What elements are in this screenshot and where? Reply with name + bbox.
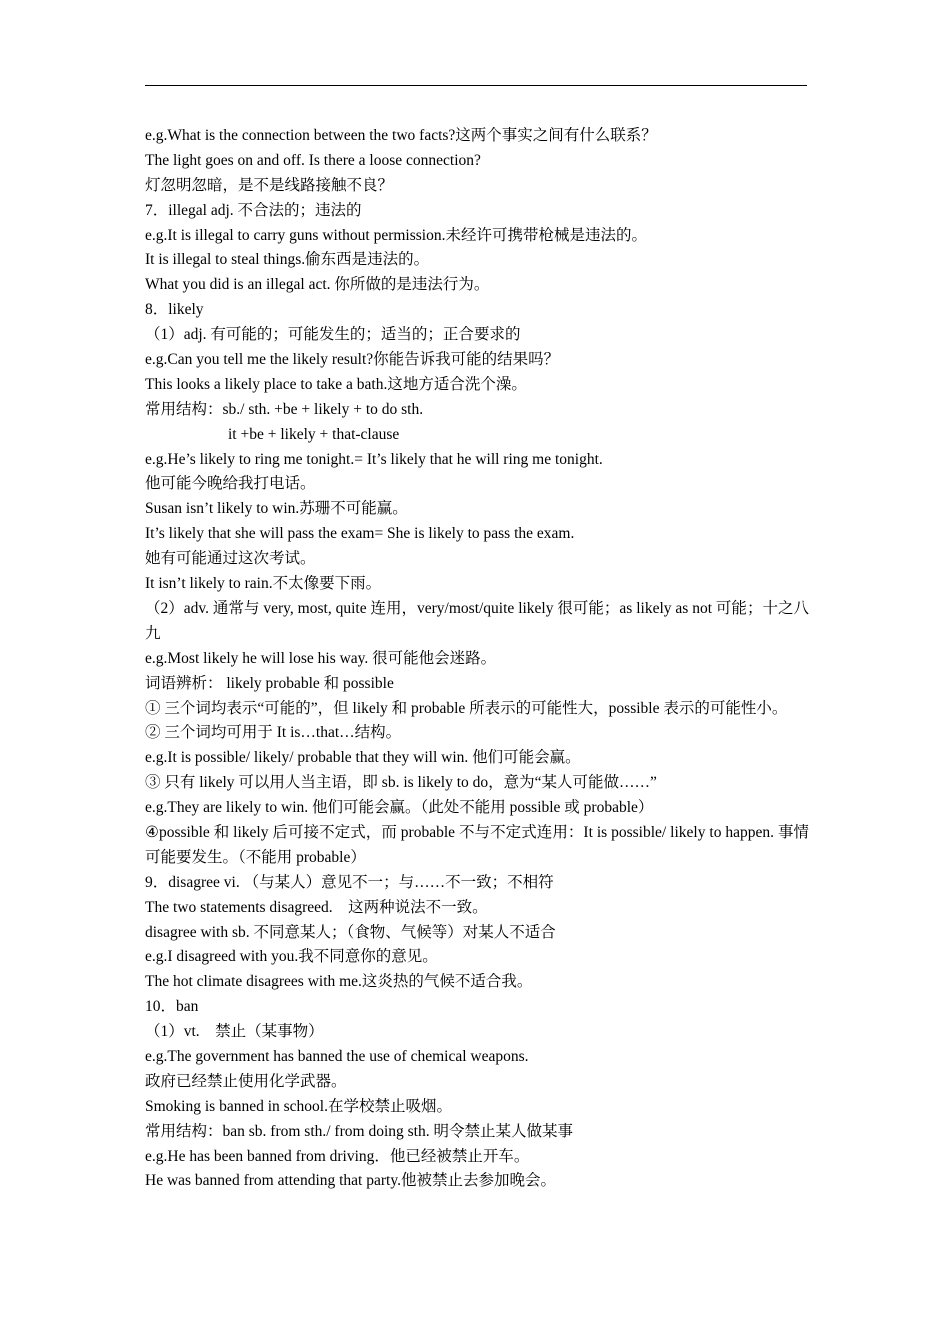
text-line: 灯忽明忽暗，是不是线路接触不良？ <box>145 176 394 194</box>
text-line: e.g.It is possible/ likely/ probable that they will win. 他们可能会赢。 <box>145 749 581 767</box>
text-line: e.g.Most likely he will lose his way. 很可能他会迷路。 <box>145 649 497 667</box>
text-line: （1）vt. 禁止（某事物） <box>145 1023 324 1041</box>
text-line: 常用结构：ban sb. from sth./ from doing sth. 明令禁止某人做某事 <box>145 1122 573 1140</box>
text-line: it +be + likely + that-clause <box>228 425 400 443</box>
text-line: Susan isn’t likely to win.苏珊不可能赢。 <box>145 500 408 518</box>
text-line: ③ 只有 likely 可以用人当主语，即 sb. is likely to do，意为“某人可能做……” <box>145 774 657 792</box>
text-line: disagree with sb. 不同意某人；（食物、气候等）对某人不适合 <box>145 923 556 941</box>
text-line: He was banned from attending that party.他被禁止去参加晚会。 <box>145 1172 556 1190</box>
text-line: 7．illegal adj. 不合法的；违法的 <box>145 201 362 219</box>
text-line: 他可能今晚给我打电话。 <box>145 475 316 493</box>
header-rule <box>145 85 807 86</box>
text-line: e.g.It is illegal to carry guns without permission.未经许可携带枪械是违法的。 <box>145 226 647 244</box>
text-line: e.g.Can you tell me the likely result?你能告诉我可能的结果吗？ <box>145 351 560 369</box>
document-body <box>145 124 809 1194</box>
text-line: e.g.I disagreed with you.我不同意你的意见。 <box>145 948 438 966</box>
text-line: 10．ban <box>145 998 199 1016</box>
text-line: The two statements disagreed. 这两种说法不一致。 <box>145 898 488 916</box>
text-line: （1）adj. 有可能的；可能发生的；适当的；正合要求的 <box>145 326 521 344</box>
text-line: The hot climate disagrees with me.这炎热的气候不适合我。 <box>145 973 533 991</box>
text-line: 政府已经禁止使用化学武器。 <box>145 1072 347 1090</box>
text-line: It isn’t likely to rain.不太像要下雨。 <box>145 575 382 593</box>
text-line: It is illegal to steal things.偷东西是违法的。 <box>145 251 430 269</box>
text-line: The light goes on and off. Is there a loose connection? <box>145 151 481 169</box>
text-line: It’s likely that she will pass the exam= She is likely to pass the exam. <box>145 525 575 543</box>
text-line: This looks a likely place to take a bath.这地方适合洗个澡。 <box>145 375 527 393</box>
text-line: 9．disagree vi. （与某人）意见不一；与……不一致；不相符 <box>145 873 554 891</box>
text-line: 词语辨析： likely probable 和 possible <box>145 674 394 692</box>
text-line: Smoking is banned in school.在学校禁止吸烟。 <box>145 1097 452 1115</box>
text-line: ① 三个词均表示“可能的”，但 likely 和 probable 所表示的可能性大，possible 表示的可能性小。 <box>145 699 788 717</box>
text-line: e.g.He’s likely to ring me tonight.= It’s likely that he will ring me tonight. <box>145 450 603 468</box>
text-line: （2）adv. 通常与 very, most, quite 连用，very/most/quite likely 很可能；as likely as not 可能；十之八九 <box>145 599 809 642</box>
text-line: ② 三个词均可用于 It is…that…结构。 <box>145 724 402 742</box>
text-line: e.g.The government has banned the use of chemical weapons. <box>145 1048 529 1066</box>
text-line: e.g.What is the connection between the two facts?这两个事实之间有什么联系？ <box>145 127 657 144</box>
text-line: ④possible 和 likely 后可接不定式，而 probable 不与不定式连用：It is possible/ likely to happen. 事情可能要发生。（不能用 probable） <box>145 823 809 866</box>
text-line: 8．likely <box>145 301 204 319</box>
text-line: e.g.He has been banned from driving．他已经被禁止开车。 <box>145 1147 530 1165</box>
text-line: 常用结构：sb./ sth. +be + likely + to do sth. <box>145 400 424 418</box>
text-line: What you did is an illegal act. 你所做的是违法行为。 <box>145 276 490 294</box>
text-line: e.g.They are likely to win. 他们可能会赢。（此处不能用 possible 或 probable） <box>145 799 654 817</box>
text-line: 她有可能通过这次考试。 <box>145 550 316 568</box>
